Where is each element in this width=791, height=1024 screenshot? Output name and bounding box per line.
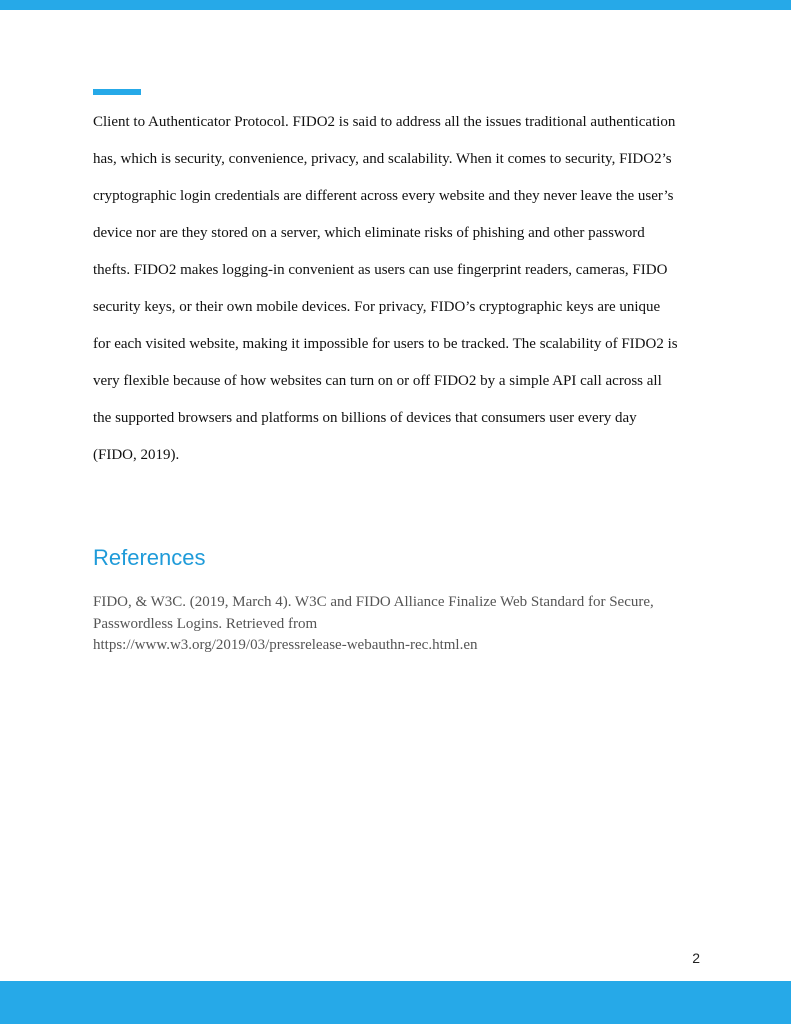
body-line: has, which is security, convenience, privacy, and scalability. When it comes to security, FIDO2’s: [93, 151, 672, 167]
bottom-color-band: [0, 981, 791, 1024]
top-color-band: [0, 0, 791, 10]
body-line: (FIDO, 2019).: [93, 447, 180, 463]
body-line: security keys, or their own mobile devices. For privacy, FIDO’s cryptographic keys are unique: [93, 299, 661, 315]
reference-url[interactable]: https://www.w3.org/2019/03/pressrelease-webauthn-rec.html.en: [93, 637, 478, 653]
reference-line: FIDO, & W3C. (2019, March 4). W3C and FIDO Alliance Finalize Web Standard for Secure,: [93, 594, 654, 610]
accent-dash: [93, 89, 141, 95]
body-line: Client to Authenticator Protocol. FIDO2 is said to address all the issues traditional authentication: [93, 114, 676, 130]
body-paragraph: [93, 104, 705, 474]
reference-line: Passwordless Logins. Retrieved from: [93, 615, 318, 632]
reference-entry: [93, 592, 713, 657]
body-line: thefts. FIDO2 makes logging-in convenient as users can use fingerprint readers, cameras, FIDO: [93, 262, 668, 278]
body-line: for each visited website, making it impossible for users to be tracked. The scalability of FIDO2 is: [93, 336, 678, 352]
body-line: device nor are they stored on a server, which eliminate risks of phishing and other password: [93, 225, 645, 241]
page-number: 2: [692, 950, 700, 966]
references-heading: References: [93, 545, 206, 570]
body-line: very flexible because of how websites can turn on or off FIDO2 by a simple API call across all: [93, 373, 662, 389]
body-line: the supported browsers and platforms on billions of devices that consumers user every day: [93, 410, 637, 426]
body-line: cryptographic login credentials are different across every website and they never leave the user’s: [93, 188, 674, 204]
